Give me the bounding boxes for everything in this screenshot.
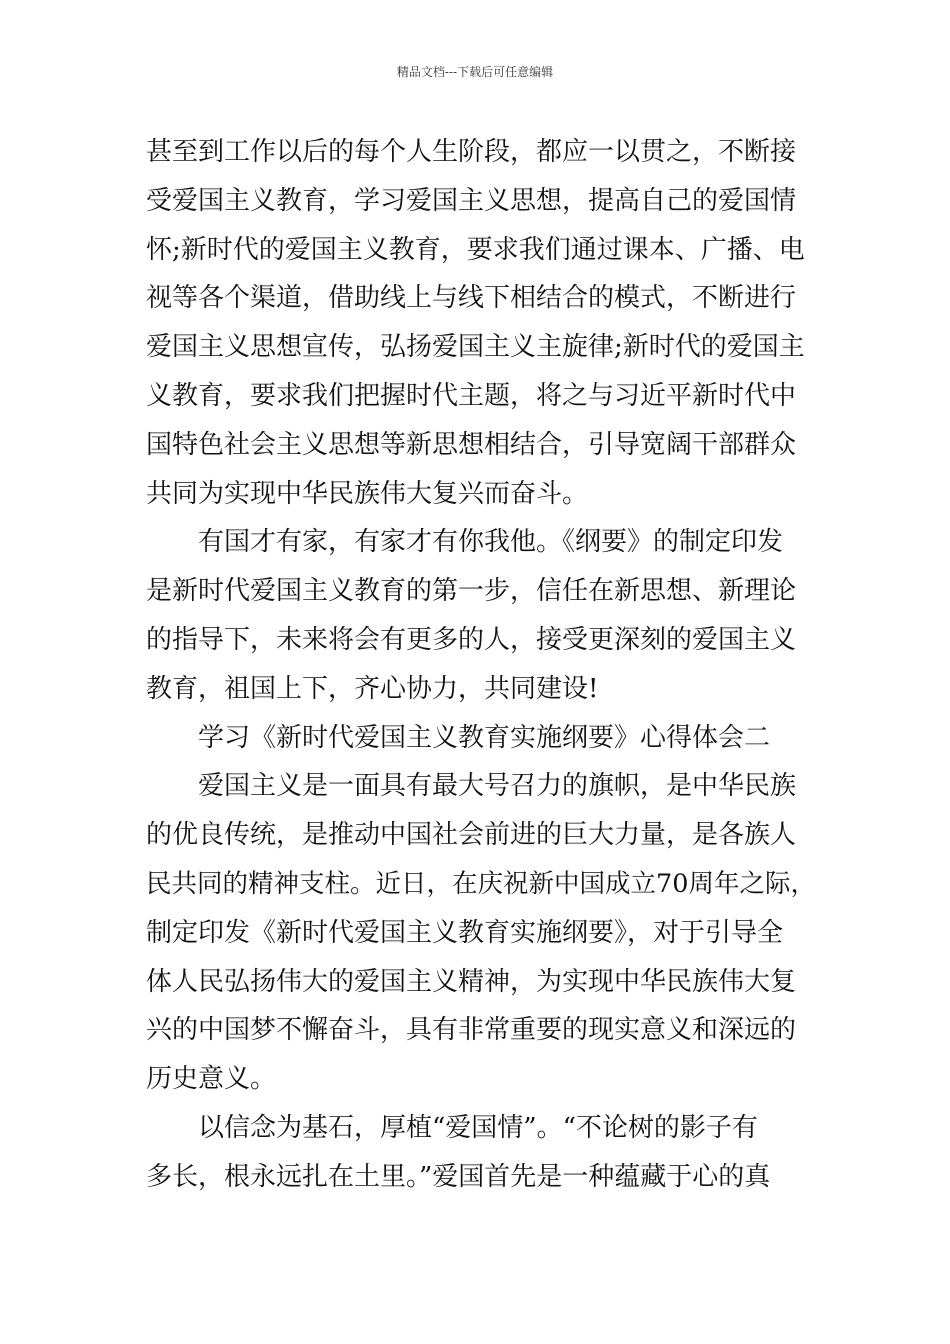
document-body bbox=[146, 128, 818, 1202]
text-line: 国特色社会主义思想等新思想相结合，引导宽阔干部群众 bbox=[146, 429, 797, 460]
text-line: 共同为实现中华民族伟大复兴而奋斗。 bbox=[146, 478, 589, 509]
text-line: 爱国主义思想宣传，弘扬爱国主义主旋律;新时代的爱国主 bbox=[146, 332, 805, 363]
text-line: 怀;新时代的爱国主义教育，要求我们通过课本、广播、电 bbox=[146, 234, 805, 265]
text-line: 体人民弘扬伟大的爱国主义精神，为实现中华民族伟大复 bbox=[146, 966, 797, 997]
text-line: 以信念为基石，厚植“爱国情”。“不论树的影子有 bbox=[198, 1112, 758, 1143]
text-line: 的指导下，未来将会有更多的人，接受更深刻的爱国主义 bbox=[146, 624, 797, 655]
text-line: 民共同的精神支柱。近日，在庆祝新中国成立70周年之际， bbox=[146, 868, 816, 899]
text-line: 学习《新时代爱国主义教育实施纲要》心得体会二 bbox=[198, 722, 771, 753]
page-header: 精品文档---下载后可任意编辑 bbox=[396, 65, 554, 79]
text-line: 爱国主义是一面具有最大号召力的旗帜，是中华民族 bbox=[198, 771, 797, 802]
text-line: 义教育，要求我们把握时代主题，将之与习近平新时代中 bbox=[146, 380, 797, 411]
text-line: 制定印发《新时代爱国主义教育实施纲要》，对于引导全 bbox=[146, 917, 784, 948]
text-line: 甚至到工作以后的每个人生阶段，都应一以贯之，不断接 bbox=[146, 137, 797, 167]
text-line: 历史意义。 bbox=[146, 1064, 277, 1095]
text-line: 视等各个渠道，借助线上与线下相结合的模式，不断进行 bbox=[146, 283, 797, 314]
text-line: 受爱国主义教育，学习爱国主义思想，提高自己的爱国情 bbox=[146, 185, 797, 216]
text-line: 兴的中国梦不懈奋斗，具有非常重要的现实意义和深远的 bbox=[146, 1015, 797, 1046]
text-line: 多长，根永远扎在土里。”爱国首先是一种蕴藏于心的真 bbox=[146, 1161, 771, 1192]
text-line: 的优良传统，是推动中国社会前进的巨大力量，是各族人 bbox=[146, 820, 797, 851]
text-line: 是新时代爱国主义教育的第一步，信任在新思想、新理论 bbox=[146, 576, 797, 607]
text-line: 有国才有家，有家才有你我他。《纲要》的制定印发 bbox=[198, 527, 784, 558]
text-line: 教育，祖国上下，齐心协力，共同建设! bbox=[146, 673, 599, 704]
